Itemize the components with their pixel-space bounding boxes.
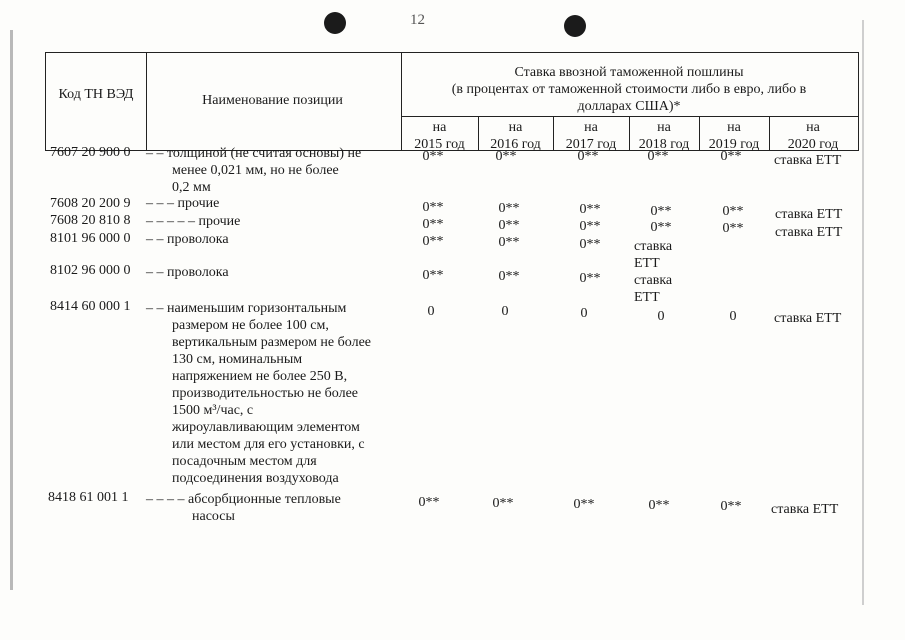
row-name: – – – – – прочие (146, 214, 241, 229)
punch-hole-mark (564, 15, 586, 37)
row-name-line: – – наименьшим горизонтальным (146, 301, 347, 316)
rate-line: ЕТТ (634, 290, 660, 305)
rate-2015: 0** (418, 495, 440, 510)
rate-2018 (634, 238, 672, 272)
row-name-line: или местом для его установки, с (172, 437, 365, 452)
year-label: 2016 год (490, 137, 541, 152)
rate-2016: 0** (492, 496, 514, 511)
header-rate-line: (в процентах от таможенной стоимости либо в евро, либо в (451, 82, 807, 97)
rate-2019: 0** (722, 221, 744, 236)
rate-line: ставка (634, 239, 673, 254)
rate-2015: 0** (422, 234, 444, 249)
rate-2017: 0 (580, 306, 588, 321)
rate-2018: 0** (650, 204, 672, 219)
year-label: 2019 год (708, 137, 760, 152)
rate-2017: 0** (577, 149, 599, 164)
rate-2020: ставка ЕТТ (771, 502, 839, 517)
row-name-line: размером не более 100 см, (172, 318, 329, 333)
rate-2016: 0** (498, 235, 520, 250)
header-name: Наименование позиции (202, 93, 343, 108)
year-label: 2015 год (414, 137, 465, 152)
rate-2017: 0** (573, 497, 595, 512)
rate-2020: ставка ЕТТ (775, 225, 843, 240)
year-prefix: на (432, 120, 447, 135)
rate-2017: 0** (579, 271, 601, 286)
rate-2018: 0** (650, 220, 672, 235)
punch-hole-mark (324, 12, 346, 34)
row-name-line: 1500 м³/час, с (172, 403, 254, 418)
row-code: 7608 20 810 8 (50, 213, 131, 228)
rate-2015: 0** (422, 200, 444, 215)
row-name-line: 130 см, номинальным (172, 352, 303, 367)
row-name (146, 491, 391, 525)
row-code: 7607 20 900 0 (50, 145, 131, 160)
rate-2019: 0** (722, 204, 744, 219)
rate-2015: 0** (422, 217, 444, 232)
rate-2020: ставка ЕТТ (775, 207, 843, 222)
rate-2016: 0** (498, 218, 520, 233)
rate-2015: 0** (422, 268, 444, 283)
year-prefix: на (657, 120, 671, 135)
rate-2019: 0** (720, 499, 742, 514)
year-prefix: на (806, 120, 820, 135)
header-code: Код ТН ВЭД (58, 87, 134, 102)
rate-2016: 0** (498, 201, 520, 216)
year-label: 2020 год (787, 137, 839, 152)
rate-2016: 0** (495, 149, 517, 164)
row-code: 7608 20 200 9 (50, 196, 131, 211)
rate-line: ставка (634, 273, 673, 288)
column-divider (146, 53, 147, 150)
row-name-line: производительностью не более (172, 386, 359, 401)
header-rate-line: Ставка ввозной таможенной пошлины (514, 65, 744, 80)
rate-2016: 0 (501, 304, 509, 319)
rate-2015: 0** (422, 149, 444, 164)
row-name-line: – – толщиной (не считая основы) не (146, 146, 362, 161)
year-prefix: на (727, 120, 741, 135)
row-name-line: посадочным местом для (172, 454, 317, 469)
row-name-line: насосы (192, 509, 235, 524)
row-name: – – – прочие (146, 196, 220, 211)
rate-2020: ставка ЕТТ (774, 311, 842, 326)
row-name (146, 145, 391, 196)
rate-2018: 0 (657, 309, 665, 324)
rate-2019: 0 (729, 309, 737, 324)
row-name (146, 300, 391, 487)
year-prefix: на (508, 120, 523, 135)
row-code: 8102 96 000 0 (50, 263, 131, 278)
rate-2015: 0 (427, 304, 435, 319)
scan-edge-right (862, 20, 864, 605)
year-label: 2017 год (565, 137, 617, 152)
row-name-line: вертикальным размером не более (172, 335, 371, 350)
row-code: 8101 96 000 0 (50, 231, 131, 246)
row-code: 8414 60 000 1 (50, 299, 131, 314)
rate-2018: 0** (648, 498, 670, 513)
row-code: 8418 61 001 1 (48, 490, 129, 505)
row-name-line: 0,2 мм (172, 180, 211, 195)
row-name-line: менее 0,021 мм, но не более (172, 163, 339, 178)
year-prefix: на (584, 120, 598, 135)
rate-2017: 0** (579, 202, 601, 217)
row-name-line: подсоединения воздуховода (172, 471, 339, 486)
header-rate-line: долларах США)* (577, 99, 681, 114)
rate-2018: 0** (647, 149, 669, 164)
rate-2016: 0** (498, 269, 520, 284)
header-rate (401, 64, 857, 115)
year-header (769, 119, 857, 153)
rate-2017: 0** (579, 237, 601, 252)
row-name: – – проволока (146, 232, 229, 247)
scan-edge-left (10, 30, 13, 590)
row-name-line: – – – – абсорбционные тепловые (146, 492, 341, 507)
row-name: – – проволока (146, 265, 229, 280)
rate-2020: ставка ЕТТ (774, 153, 842, 168)
year-label: 2018 год (638, 137, 690, 152)
row-name-line: жироулавливающим элементом (172, 420, 360, 435)
rate-2017: 0** (579, 219, 601, 234)
rate-line: ЕТТ (634, 256, 660, 271)
page-number: 12 (410, 12, 425, 28)
rate-2018 (634, 272, 672, 306)
rate-2019: 0** (720, 149, 742, 164)
row-name-line: напряжением не более 250 В, (172, 369, 348, 384)
